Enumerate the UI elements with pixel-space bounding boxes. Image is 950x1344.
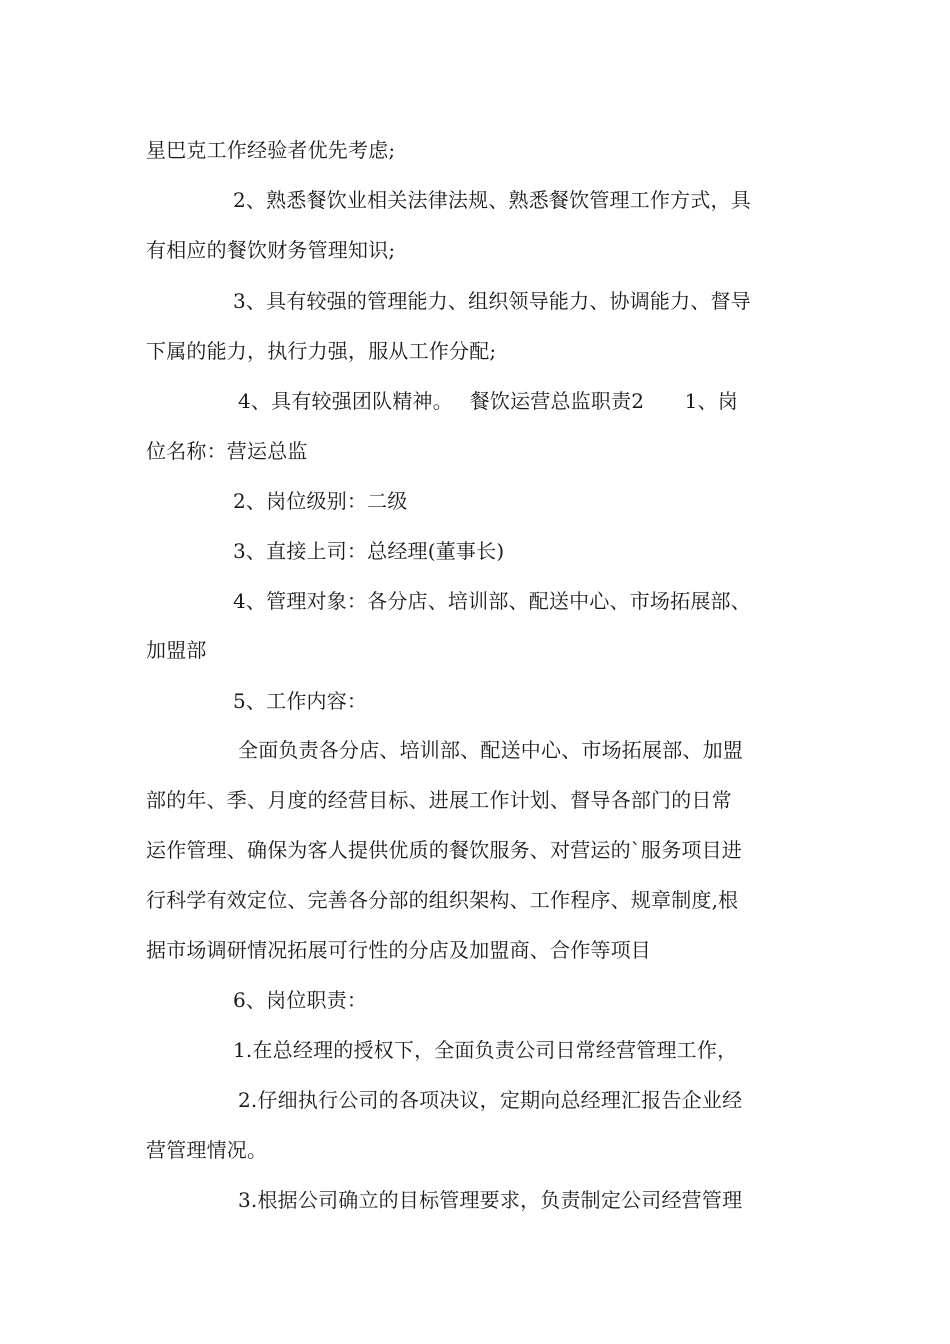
text-line: 下属的能力，执行力强，服从工作分配; xyxy=(146,339,497,363)
text-line: 全面负责各分店、培训部、配送中心、市场拓展部、加盟 xyxy=(238,738,743,762)
text-line: 2、岗位级别：二级 xyxy=(233,489,408,513)
text-line: 有相应的餐饮财务管理知识; xyxy=(146,238,396,262)
text-line: 3.根据公司确立的目标管理要求，负责制定公司经营管理 xyxy=(238,1188,743,1212)
text-line: 位名称：营运总监 xyxy=(146,439,308,463)
text-line: 2.仔细执行公司的各项决议，定期向总经理汇报告企业经 xyxy=(238,1088,743,1112)
text-line: 2、熟悉餐饮业相关法律法规、熟悉餐饮管理工作方式，具 xyxy=(233,188,751,212)
text-line: 3、具有较强的管理能力、组织领导能力、协调能力、督导 xyxy=(233,289,751,313)
text-line: 加盟部 xyxy=(146,638,207,662)
text-line: 4、具有较强团队精神。 餐饮运营总监职责2 1、岗 xyxy=(238,389,738,413)
text-line: 5、工作内容： xyxy=(233,689,368,713)
text-line: 3、直接上司：总经理(董事长) xyxy=(233,539,505,563)
text-line: 星巴克工作经验者优先考虑; xyxy=(146,138,396,162)
text-line: 行科学有效定位、完善各分部的组织架构、工作程序、规章制度,根 xyxy=(146,888,739,912)
text-line: 6、岗位职责： xyxy=(233,988,368,1012)
text-line: 据市场调研情况拓展可行性的分店及加盟商、合作等项目 xyxy=(146,938,651,962)
text-line: 营管理情况。 xyxy=(146,1138,268,1162)
text-line: 1.在总经理的授权下，全面负责公司日常经营管理工作， xyxy=(233,1038,738,1062)
text-line: 运作管理、确保为客人提供优质的餐饮服务、对营运的`服务项目进 xyxy=(146,838,742,862)
text-line: 部的年、季、月度的经营目标、进展工作计划、督导各部门的日常 xyxy=(146,788,732,812)
text-line: 4、管理对象：各分店、培训部、配送中心、市场拓展部、 xyxy=(233,589,751,613)
